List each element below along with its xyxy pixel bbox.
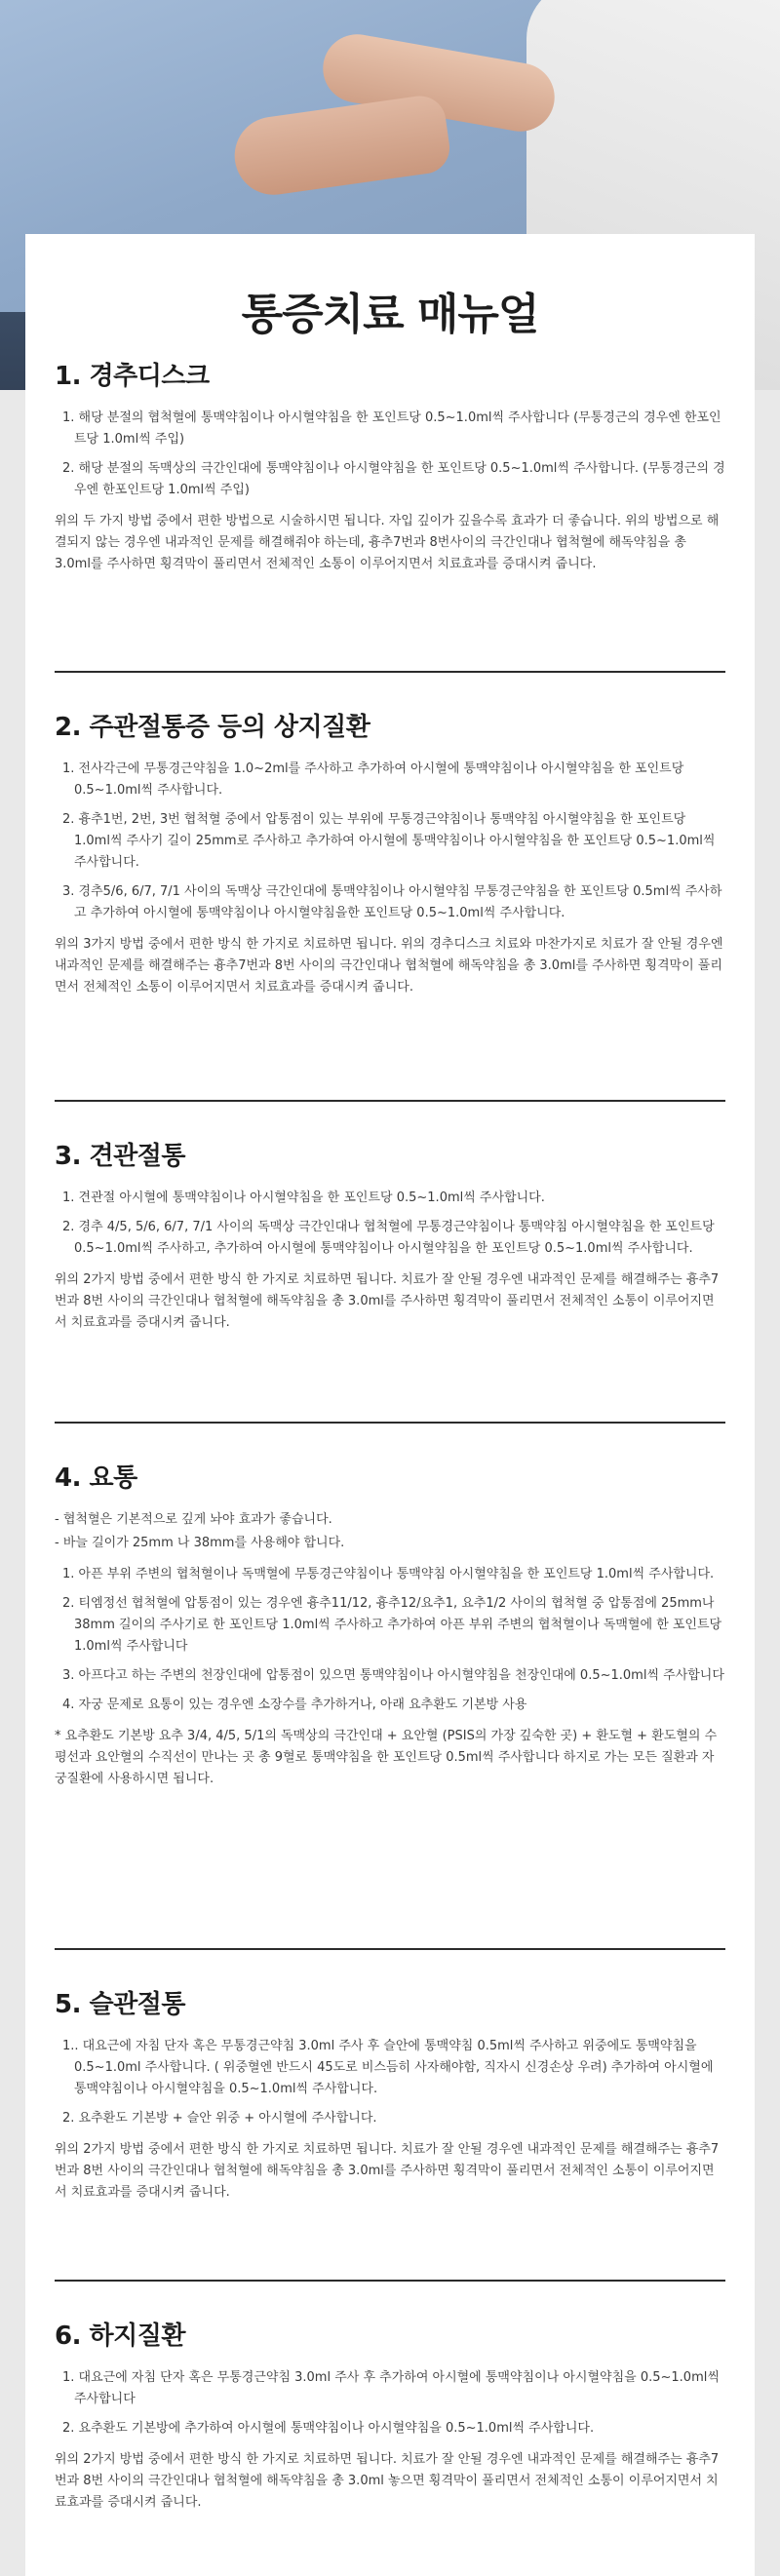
page-title: 통증치료 매뉴얼 (241, 290, 539, 339)
section-note: 위의 3가지 방법 중에서 편한 방식 한 가지로 치료하면 됩니다. 위의 경추디스크 치료와 마찬가지로 치료가 잘 안될 경우엔 내과적인 문제를 해결해주는 흉추7번과 8번 사이의 극간인대나 협척혈에 해독약침을 총 3.0ml를 주사하면 횡격막이 풀리면서 전체적인 소통이 이루어지면서 치료효과를 증대시켜 줍니다. (55, 937, 723, 995)
section-heading: 6. 하지질환 (55, 2322, 185, 2351)
section-lower-limb (55, 2316, 725, 2514)
list-item: 2. 요추환도 기본방에 추가하여 아시혈에 통맥약침이나 아시혈약침을 0.5~1.0ml씩 주사합니다. (62, 2421, 595, 2436)
list-item: 2. 경추 4/5, 5/6, 6/7, 7/1 사이의 독맥상 극간인대나 협척혈에 무통경근약침이나 통맥약침 아시혈약침을 한 포인트당 0.5~1.0ml씩 주사하고, 추가하여 아시혈에 통맥약침이나 아시혈약침을 한 포인트당 0.5~1.0ml씩 주사합니다. (62, 1220, 715, 1256)
section-heading: 3. 견관절통 (55, 1142, 185, 1171)
section-low-back (55, 1458, 725, 1790)
list-item: 1. 아픈 부위 주변의 협척혈이나 독맥혈에 무통경근약침이나 통맥약침 아시혈약침을 한 포인트당 1.0ml씩 주사합니다. (62, 1567, 715, 1581)
section-divider (55, 1422, 725, 1424)
section-note: 위의 2가지 방법 중에서 편한 방식 한 가지로 치료하면 됩니다. 치료가 잘 안될 경우엔 내과적인 문제를 해결해주는 흉추7번과 8번 사이의 극간인대나 협척혈에 해독약침을 총 3.0ml를 주사하면 횡격막이 풀리면서 전체적인 소통이 이루어지면서 치료효과를 증대시켜 줍니다. (55, 1272, 720, 1330)
section-knee (55, 1984, 725, 2204)
list-item: 1. 견관절 아시혈에 통맥약침이나 아시혈약침을 한 포인트당 0.5~1.0ml씩 주사합니다. (62, 1190, 545, 1205)
section-note: * 요추환도 기본방 요추 3/4, 4/5, 5/1의 독맥상의 극간인대 + 요안혈 (PSIS의 가장 깊숙한 곳) + 환도혈 + 환도혈의 수평선과 요안혈의 수직선이 만나는 곳 총 9혈로 통맥약침을 한 포인트당 0.5ml씩 주사합니다 하지로 가는 모든 질환과 자궁질환에 사용하시면 됩니다. (55, 1729, 718, 1786)
list-item: 1. 전사각근에 무통경근약침을 1.0~2ml를 주사하고 추가하여 아시혈에 통맥약침이나 아시혈약침을 한 포인트당 0.5~1.0ml씩 주사합니다. (62, 761, 684, 798)
section-note: 위의 두 가지 방법 중에서 편한 방법으로 시술하시면 됩니다. 자입 깊이가 깊을수록 효과가 더 좋습니다. 위의 방법으로 해결되지 않는 경우엔 내과적인 문제를 해결해줘야 하는데, 흉추7번과 8번사이의 극간인대나 협척혈에 해독약침을 총 3.0ml를 주사하면 횡격막이 풀리면서 전체적인 소통이 이루어지면서 치료효과를 증대시켜 줍니다. (55, 514, 720, 571)
section-note: 위의 2가지 방법 중에서 편한 방식 한 가지로 치료하면 됩니다. 치료가 잘 안될 경우엔 내과적인 문제를 해결해주는 흉추7번과 8번 사이의 극간인대나 협척혈에 해독약침을 총 3.0ml를 주사하면 횡격막이 풀리면서 전체적인 소통이 이루어지면서 치료효과를 증대시켜 줍니다. (55, 2142, 720, 2200)
dash-note: - 협척혈은 기본적으로 깊게 놔야 효과가 좋습니다. (55, 1512, 332, 1527)
section-heading: 2. 주관절통증 등의 상지질환 (55, 713, 370, 742)
list-item: 3. 경추5/6, 6/7, 7/1 사이의 독맥상 극간인대에 통맥약침이나 아시혈약침 무통경근약침을 한 포인트당 0.5ml씩 주사하고 추가하여 아시혈에 통맥약침이나 아시혈약침을한 포인트당 0.5~1.0ml씩 주사합니다. (62, 884, 722, 920)
section-note: 위의 2가지 방법 중에서 편한 방식 한 가지로 치료하면 됩니다. 치료가 잘 안될 경우엔 내과적인 문제를 해결해주는 흉추7번과 8번 사이의 극간인대나 협척혈에 해독약침을 총 3.0ml 놓으면 횡격막이 풀리면서 전체적인 소통이 이루어지면서 치료효과를 증대시켜 줍니다. (55, 2452, 720, 2510)
section-divider (55, 1948, 725, 1950)
section-shoulder (55, 1136, 725, 1334)
section-upper-limb (55, 707, 725, 998)
list-item: 1. 해당 분절의 협척혈에 통맥약침이나 아시혈약침을 한 포인트당 0.5~1.0ml씩 주사합니다 (무통경근의 경우엔 한포인트당 1.0ml씩 주입) (62, 410, 722, 447)
section-cervical-disc (55, 356, 725, 575)
list-item: 2. 요추환도 기본방 + 슬안 위중 + 아시혈에 주사합니다. (62, 2111, 377, 2126)
list-item: 2. 해당 분절의 독맥상의 극간인대에 통맥약침이나 아시혈약침을 한 포인트당 0.5~1.0ml씩 주사합니다. (무통경근의 경우엔 한포인트당 1.0ml씩 주입) (62, 461, 725, 497)
list-item: 2. 티엠정선 협척혈에 압통점이 있는 경우엔 흉추11/12, 흉추12/요추1, 요추1/2 사이의 협척혈 중 압통점에 25mm나 38mm 길이의 주사기로 한 포인트당 1.0ml씩 주사하고 추가하여 아픈 부위 주변의 협척혈이나 독맥혈에 한 포인트당 1.0ml씩 주사합니다 (62, 1596, 722, 1654)
list-item: 1. 대요근에 자침 단자 혹은 무통경근약침 3.0ml 주사 후 추가하여 아시혈에 통맥약침이나 아시혈약침을 0.5~1.0ml씩 주사합니다 (62, 2370, 720, 2406)
section-divider (55, 1100, 725, 1102)
list-item: 3. 아프다고 하는 주변의 천장인대에 압통점이 있으면 통맥약침이나 아시혈약침을 천장인대에 0.5~1.0ml씩 주사합니다 (62, 1668, 724, 1683)
section-heading: 5. 슬관절통 (55, 1990, 185, 2019)
list-item: 2. 흉추1번, 2번, 3번 협척혈 중에서 압통점이 있는 부위에 무통경근약침이나 통맥약침 아시혈약침을 한 포인트당 1.0ml씩 주사기 길이 25mm로 주사하고 추가하여 아시혈에 통맥약침이나 아시혈약침을 한 포인트당 0.5~1.0ml씩 주사합니다. (62, 812, 716, 870)
list-item: 4. 자궁 문제로 요통이 있는 경우엔 소장수를 추가하거나, 아래 요추환도 기본방 사용 (62, 1698, 527, 1712)
dash-note: - 바늘 길이가 25mm 나 38mm를 사용해야 합니다. (55, 1536, 345, 1550)
list-item: 1.. 대요근에 자침 단자 혹은 무통경근약침 3.0ml 주사 후 슬안에 통맥약침 0.5ml씩 주사하고 위중에도 통맥약침을 0.5~1.0ml 주사합니다. ( 위중혈엔 반드시 45도로 비스듬히 사자해야함, 직자시 신경손상 우려) 추가하여 아시혈에 통맥약침이나 아시혈약침을 0.5~1.0ml씩 주사합니다. (62, 2039, 714, 2096)
section-divider (55, 671, 725, 673)
section-heading: 1. 경추디스크 (55, 362, 210, 391)
section-heading: 4. 요통 (55, 1464, 137, 1493)
content-card (25, 234, 755, 2576)
section-divider (55, 2280, 725, 2282)
